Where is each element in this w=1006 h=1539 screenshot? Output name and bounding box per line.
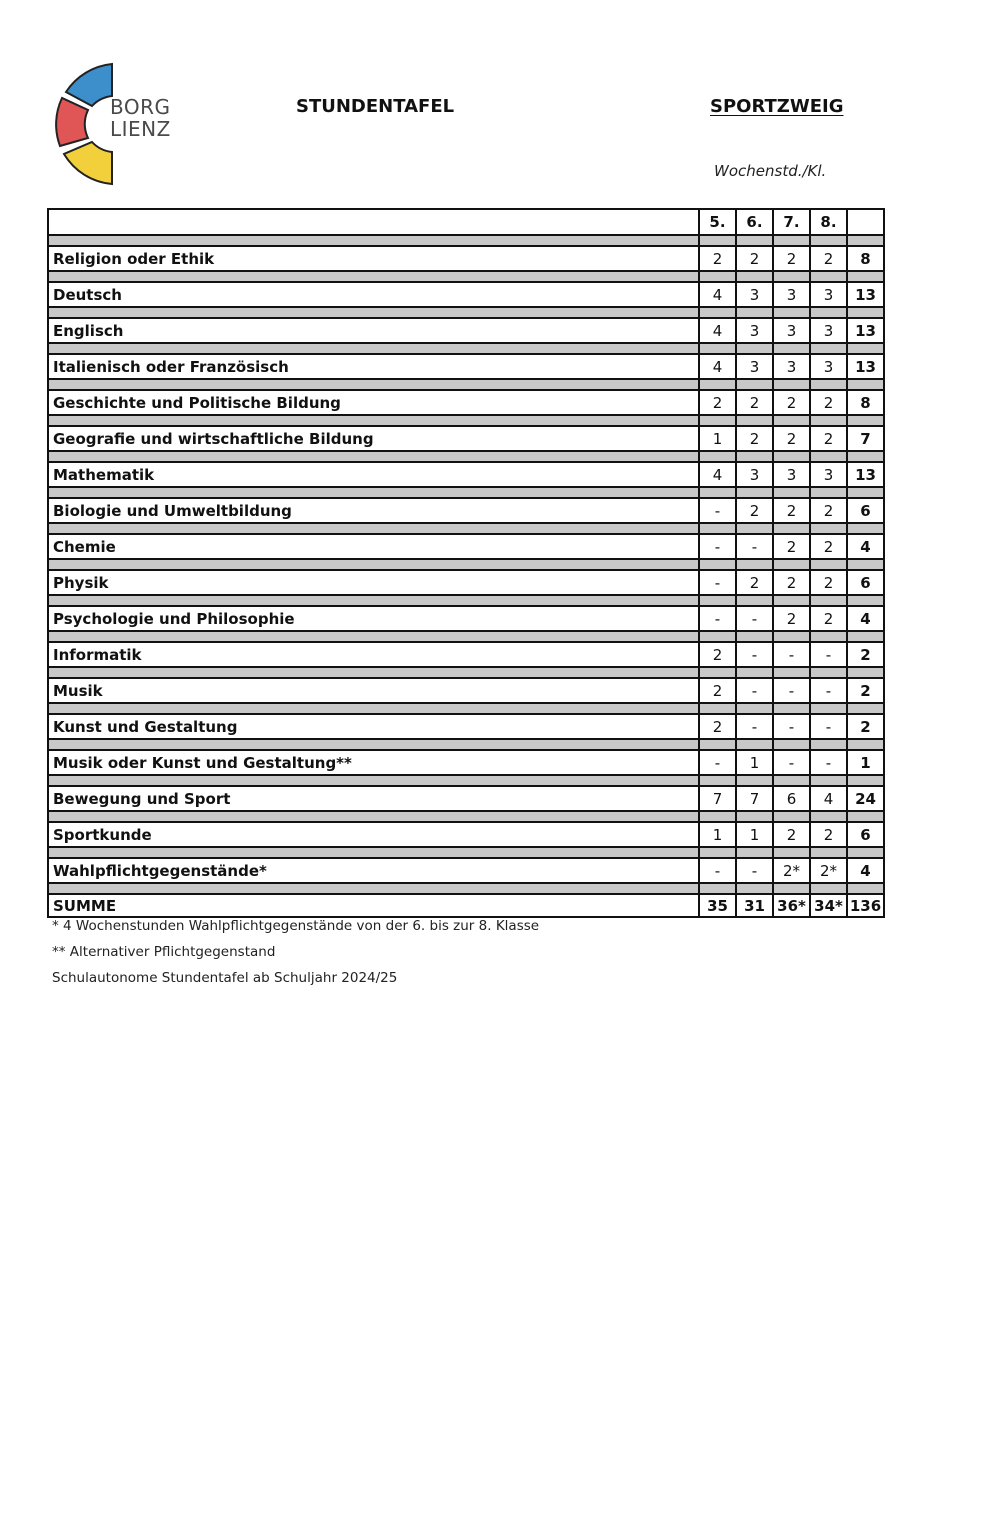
hours-cell: - [810, 642, 847, 667]
separator-cell [773, 343, 810, 354]
hours-cell: - [736, 858, 773, 883]
separator-cell [847, 451, 884, 462]
hours-cell: 7 [736, 786, 773, 811]
separator-cell [847, 703, 884, 714]
hours-cell: 2 [810, 534, 847, 559]
total-cell: 6 [847, 822, 884, 847]
sum-cell: 35 [699, 894, 736, 917]
separator-row [48, 703, 884, 714]
hours-cell: - [773, 642, 810, 667]
table-row [48, 606, 884, 631]
sum-label: SUMME [48, 894, 699, 917]
separator-row [48, 775, 884, 786]
hours-cell: 2 [699, 390, 736, 415]
hours-cell: - [699, 498, 736, 523]
separator-row [48, 847, 884, 858]
hours-cell: 3 [736, 462, 773, 487]
separator-cell [736, 379, 773, 390]
hours-cell: 2 [773, 246, 810, 271]
hours-cell: 2 [773, 426, 810, 451]
hours-cell: - [773, 678, 810, 703]
separator-row [48, 559, 884, 570]
table-row [48, 678, 884, 703]
hours-cell: - [736, 678, 773, 703]
hours-cell: - [699, 858, 736, 883]
separator-row [48, 379, 884, 390]
footnote-2: ** Alternativer Pflichtgegenstand [52, 944, 276, 960]
separator-cell [810, 307, 847, 318]
hours-cell: 3 [773, 318, 810, 343]
subject-cell: Geografie und wirtschaftliche Bildung [48, 426, 699, 451]
separator-cell [810, 235, 847, 246]
hours-cell: 3 [810, 318, 847, 343]
hours-cell: 2 [699, 678, 736, 703]
sum-total: 136 [847, 894, 884, 917]
hours-cell: 2 [810, 498, 847, 523]
separator-cell [48, 595, 699, 606]
hours-cell: 2 [773, 390, 810, 415]
separator-row [48, 343, 884, 354]
header-cell [847, 209, 884, 235]
separator-row [48, 235, 884, 246]
separator-cell [810, 667, 847, 678]
separator-cell [810, 703, 847, 714]
total-cell: 13 [847, 354, 884, 379]
hours-cell: 2 [773, 534, 810, 559]
separator-cell [699, 559, 736, 570]
separator-cell [699, 415, 736, 426]
hours-cell: 2* [810, 858, 847, 883]
total-cell: 4 [847, 606, 884, 631]
separator-cell [48, 559, 699, 570]
table-row [48, 354, 884, 379]
separator-row [48, 271, 884, 282]
hours-cell: - [773, 750, 810, 775]
hours-cell: - [736, 534, 773, 559]
hours-cell: 2 [736, 426, 773, 451]
hours-cell: 2 [736, 570, 773, 595]
hours-cell: 2 [736, 390, 773, 415]
total-cell: 6 [847, 498, 884, 523]
table-row [48, 390, 884, 415]
separator-cell [810, 631, 847, 642]
unit-label: Wochenstd./Kl. [714, 162, 827, 180]
table-row [48, 426, 884, 451]
hours-cell: - [699, 534, 736, 559]
hours-cell: - [699, 750, 736, 775]
separator-cell [847, 667, 884, 678]
hours-cell: 1 [736, 750, 773, 775]
subject-cell: Geschichte und Politische Bildung [48, 390, 699, 415]
table-row [48, 462, 884, 487]
separator-cell [699, 595, 736, 606]
separator-cell [48, 415, 699, 426]
hours-cell: 2 [773, 822, 810, 847]
total-cell: 2 [847, 714, 884, 739]
table-row [48, 570, 884, 595]
hours-cell: - [810, 678, 847, 703]
separator-cell [847, 559, 884, 570]
separator-cell [699, 487, 736, 498]
separator-cell [810, 451, 847, 462]
hours-cell: 2 [810, 246, 847, 271]
hours-cell: 2 [810, 606, 847, 631]
subject-cell: Mathematik [48, 462, 699, 487]
separator-cell [810, 595, 847, 606]
table-row [48, 822, 884, 847]
separator-cell [736, 631, 773, 642]
sum-cell: 31 [736, 894, 773, 917]
subject-cell: Englisch [48, 318, 699, 343]
separator-cell [736, 883, 773, 894]
total-cell: 1 [847, 750, 884, 775]
header-cell: 7. [773, 209, 810, 235]
separator-cell [48, 847, 699, 858]
hours-cell: 2 [736, 246, 773, 271]
separator-cell [773, 775, 810, 786]
separator-cell [847, 343, 884, 354]
separator-cell [847, 235, 884, 246]
separator-cell [699, 667, 736, 678]
hours-cell: 2 [699, 714, 736, 739]
separator-cell [773, 451, 810, 462]
hours-cell: - [699, 570, 736, 595]
separator-row [48, 811, 884, 822]
page-title: STUNDENTAFEL [296, 96, 455, 117]
hours-cell: 4 [699, 462, 736, 487]
separator-row [48, 523, 884, 534]
separator-row [48, 451, 884, 462]
total-cell: 7 [847, 426, 884, 451]
separator-cell [736, 307, 773, 318]
separator-cell [847, 307, 884, 318]
total-cell: 13 [847, 282, 884, 307]
separator-cell [847, 631, 884, 642]
hours-cell: 2 [699, 246, 736, 271]
separator-cell [736, 775, 773, 786]
hours-cell: 2 [736, 498, 773, 523]
separator-cell [699, 235, 736, 246]
total-cell: 2 [847, 678, 884, 703]
table-header-row [48, 209, 884, 235]
separator-cell [773, 235, 810, 246]
separator-cell [699, 343, 736, 354]
separator-cell [810, 271, 847, 282]
separator-cell [810, 847, 847, 858]
subject-cell: Sportkunde [48, 822, 699, 847]
sum-cell: 34* [810, 894, 847, 917]
subject-cell: Religion oder Ethik [48, 246, 699, 271]
hours-cell: 3 [736, 318, 773, 343]
school-logo [52, 62, 192, 186]
separator-cell [48, 775, 699, 786]
subject-cell: Psychologie und Philosophie [48, 606, 699, 631]
separator-cell [810, 739, 847, 750]
separator-cell [736, 739, 773, 750]
separator-cell [736, 343, 773, 354]
hours-cell: - [773, 714, 810, 739]
separator-cell [699, 775, 736, 786]
logo-text [110, 96, 171, 140]
separator-cell [810, 379, 847, 390]
hours-cell: 4 [699, 318, 736, 343]
separator-cell [810, 343, 847, 354]
hours-cell: 2 [773, 570, 810, 595]
separator-cell [736, 415, 773, 426]
total-cell: 8 [847, 390, 884, 415]
separator-cell [773, 703, 810, 714]
separator-cell [48, 811, 699, 822]
hours-cell: 6 [773, 786, 810, 811]
table-row [48, 714, 884, 739]
separator-cell [48, 379, 699, 390]
separator-cell [48, 487, 699, 498]
separator-row [48, 415, 884, 426]
hours-cell: 2 [810, 426, 847, 451]
hours-cell: - [736, 606, 773, 631]
separator-cell [810, 883, 847, 894]
hours-cell: 2 [773, 606, 810, 631]
separator-cell [736, 523, 773, 534]
footnote-3: Schulautonome Stundentafel ab Schuljahr 2024/25 [52, 970, 398, 986]
table-row [48, 246, 884, 271]
separator-cell [48, 235, 699, 246]
separator-cell [736, 703, 773, 714]
separator-row [48, 595, 884, 606]
separator-cell [699, 883, 736, 894]
hours-cell: 7 [699, 786, 736, 811]
footnote-1: * 4 Wochenstunden Wahlpflichtgegenstände von der 6. bis zur 8. Klasse [52, 918, 540, 934]
separator-cell [699, 451, 736, 462]
subject-cell: Physik [48, 570, 699, 595]
separator-cell [736, 451, 773, 462]
separator-cell [847, 739, 884, 750]
separator-cell [773, 811, 810, 822]
separator-cell [773, 523, 810, 534]
separator-row [48, 307, 884, 318]
total-cell: 8 [847, 246, 884, 271]
hours-cell: - [736, 714, 773, 739]
separator-cell [810, 415, 847, 426]
header-cell [48, 209, 699, 235]
separator-cell [847, 595, 884, 606]
hours-cell: 2* [773, 858, 810, 883]
subject-cell: Musik [48, 678, 699, 703]
separator-cell [699, 271, 736, 282]
hours-cell: 3 [773, 462, 810, 487]
separator-cell [847, 775, 884, 786]
separator-cell [48, 883, 699, 894]
table-row [48, 750, 884, 775]
separator-cell [810, 559, 847, 570]
separator-cell [773, 487, 810, 498]
hours-cell: 3 [810, 462, 847, 487]
total-cell: 6 [847, 570, 884, 595]
separator-cell [48, 703, 699, 714]
separator-cell [847, 811, 884, 822]
table-row [48, 786, 884, 811]
separator-cell [699, 703, 736, 714]
hours-cell: 1 [699, 426, 736, 451]
separator-cell [736, 271, 773, 282]
separator-cell [48, 307, 699, 318]
separator-cell [773, 631, 810, 642]
separator-cell [773, 667, 810, 678]
hours-cell: 2 [773, 498, 810, 523]
hours-cell: 4 [699, 354, 736, 379]
hours-cell: 3 [736, 282, 773, 307]
hours-cell: 4 [699, 282, 736, 307]
table-row [48, 642, 884, 667]
subject-cell: Kunst und Gestaltung [48, 714, 699, 739]
subject-cell: Biologie und Umweltbildung [48, 498, 699, 523]
hours-cell: 3 [810, 354, 847, 379]
hours-cell: - [810, 714, 847, 739]
hours-cell: 2 [810, 822, 847, 847]
total-cell: 13 [847, 318, 884, 343]
separator-row [48, 487, 884, 498]
logo-line-2: LIENZ [110, 117, 171, 141]
table-row [48, 534, 884, 559]
separator-cell [773, 379, 810, 390]
branch-title: SPORTZWEIG [710, 96, 844, 117]
separator-cell [847, 847, 884, 858]
header-cell: 6. [736, 209, 773, 235]
subject-cell: Musik oder Kunst und Gestaltung** [48, 750, 699, 775]
hours-cell: 2 [810, 570, 847, 595]
hours-cell: 3 [810, 282, 847, 307]
separator-cell [773, 415, 810, 426]
separator-cell [48, 667, 699, 678]
hours-cell: - [699, 606, 736, 631]
separator-cell [699, 847, 736, 858]
header-cell: 5. [699, 209, 736, 235]
table-row [48, 858, 884, 883]
subject-cell: Chemie [48, 534, 699, 559]
separator-cell [773, 739, 810, 750]
separator-cell [736, 811, 773, 822]
separator-cell [773, 883, 810, 894]
separator-cell [48, 523, 699, 534]
separator-cell [847, 487, 884, 498]
separator-cell [736, 847, 773, 858]
separator-cell [847, 271, 884, 282]
separator-cell [48, 271, 699, 282]
separator-cell [847, 523, 884, 534]
subject-cell: Wahlpflichtgegenstände* [48, 858, 699, 883]
separator-cell [736, 235, 773, 246]
separator-cell [847, 415, 884, 426]
timetable [47, 208, 885, 918]
separator-cell [736, 559, 773, 570]
hours-cell: 2 [699, 642, 736, 667]
hours-cell: 4 [810, 786, 847, 811]
sum-cell: 36* [773, 894, 810, 917]
subject-cell: Deutsch [48, 282, 699, 307]
total-cell: 4 [847, 534, 884, 559]
total-cell: 24 [847, 786, 884, 811]
separator-cell [699, 631, 736, 642]
separator-cell [699, 523, 736, 534]
separator-cell [773, 307, 810, 318]
separator-cell [699, 379, 736, 390]
separator-cell [810, 487, 847, 498]
separator-row [48, 883, 884, 894]
separator-cell [48, 739, 699, 750]
separator-cell [48, 343, 699, 354]
subject-cell: Italienisch oder Französisch [48, 354, 699, 379]
hours-cell: 3 [773, 354, 810, 379]
total-cell: 2 [847, 642, 884, 667]
subject-cell: Bewegung und Sport [48, 786, 699, 811]
hours-cell: 1 [699, 822, 736, 847]
separator-cell [48, 451, 699, 462]
separator-cell [736, 667, 773, 678]
separator-row [48, 739, 884, 750]
separator-cell [736, 595, 773, 606]
separator-row [48, 631, 884, 642]
separator-cell [699, 307, 736, 318]
separator-cell [773, 271, 810, 282]
hours-cell: 3 [773, 282, 810, 307]
hours-cell: - [810, 750, 847, 775]
hours-cell: - [736, 642, 773, 667]
total-cell: 13 [847, 462, 884, 487]
table-row [48, 282, 884, 307]
hours-cell: 2 [810, 390, 847, 415]
separator-cell [699, 739, 736, 750]
table-row [48, 318, 884, 343]
header-cell: 8. [810, 209, 847, 235]
separator-cell [48, 631, 699, 642]
separator-cell [810, 811, 847, 822]
separator-cell [699, 811, 736, 822]
separator-cell [773, 847, 810, 858]
separator-cell [773, 595, 810, 606]
logo-line-1: BORG [110, 95, 171, 119]
footnotes [52, 913, 539, 991]
hours-cell: 3 [736, 354, 773, 379]
subject-cell: Informatik [48, 642, 699, 667]
separator-cell [773, 559, 810, 570]
hours-cell: 1 [736, 822, 773, 847]
total-cell: 4 [847, 858, 884, 883]
separator-cell [810, 523, 847, 534]
table-row [48, 498, 884, 523]
separator-cell [736, 487, 773, 498]
separator-cell [847, 883, 884, 894]
separator-cell [810, 775, 847, 786]
separator-row [48, 667, 884, 678]
separator-cell [847, 379, 884, 390]
